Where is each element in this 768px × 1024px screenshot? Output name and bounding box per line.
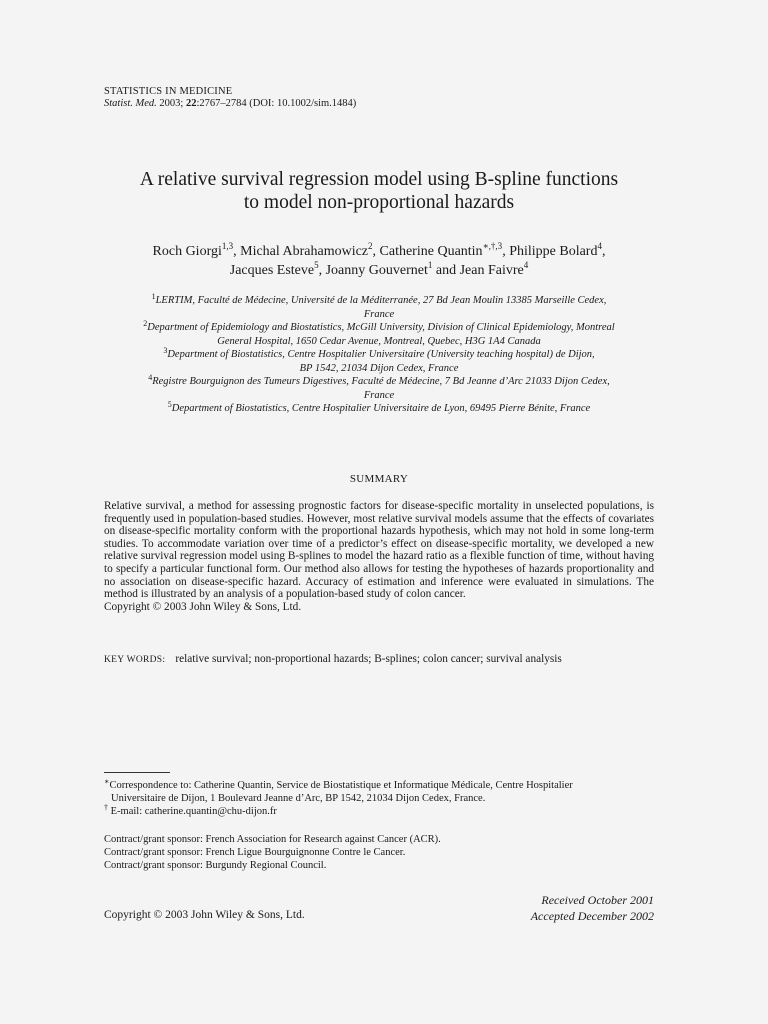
affiliation — [104, 294, 654, 321]
affiliation-num: 2 — [143, 319, 148, 328]
affiliation — [104, 402, 654, 416]
journal-pages-doi: :2767–2784 (DOI: 10.1002/sim.1484) — [196, 98, 357, 109]
author-sep: , — [502, 244, 510, 259]
footnote-symbol: ∗ — [104, 777, 110, 786]
author-name: Catherine Quantin — [379, 244, 483, 259]
author-name: Jacques Esteve — [229, 263, 315, 278]
affiliation-text: France — [363, 389, 395, 401]
affiliation-text: LERTIM, Faculté de Médecine, Université de la Méditerranée, 27 Bd Jean Moulin 13385 Marseille Cedex, — [155, 295, 607, 306]
author-name: Michal Abrahamowicz — [240, 244, 369, 259]
affiliation-num: 5 — [167, 400, 172, 409]
author-name: Roch Giorgi — [152, 244, 222, 259]
correspondence-text: Correspondence to: Catherine Quantin, Service de Biostatistique et Informatique Médicale, Centre Hospitalier — [109, 780, 573, 791]
sponsor-line: Contract/grant sponsor: Burgundy Regional Council. — [104, 860, 327, 871]
title-line: to model non-proportional hazards — [243, 192, 515, 213]
author-sep: , — [372, 244, 380, 259]
correspondence-text-cont: Universitaire de Dijon, 1 Boulevard Jeanne d’Arc, BP 1542, 21034 Dijon Cedex, France. — [111, 793, 486, 804]
email-note — [104, 805, 654, 818]
sponsor-line: Contract/grant sponsor: French Association for Research against Cancer (ACR). — [104, 834, 441, 845]
author-affil-sup: 4 — [523, 260, 529, 270]
author — [459, 260, 529, 278]
correspondence-note — [104, 779, 654, 792]
affiliation — [104, 348, 654, 375]
author-name: Joanny Gouvernet — [325, 263, 428, 278]
accepted-date: Accepted December 2002 — [530, 908, 654, 923]
affiliation-num: 4 — [148, 373, 153, 382]
author — [152, 241, 241, 259]
journal-abbrev: Statist. Med. — [104, 98, 157, 109]
footnote-symbol: † — [104, 803, 108, 812]
footnotes — [104, 779, 654, 818]
sponsor-line: Contract/grant sponsor: French Ligue Bourguignonne Contre le Cancer. — [104, 847, 406, 858]
affiliation-text: Registre Bourguignon des Tumeurs Digestives, Faculté de Médecine, 7 Bd Jeanne d’Arc 21033 Dijon Cedex, — [152, 376, 610, 387]
author-sep: , — [233, 244, 241, 259]
affiliation-text: General Hospital, 1650 Cedar Avenue, Montreal, Quebec, H3G 1A4 Canada — [217, 335, 541, 347]
author-affil-sup: 1,3 — [221, 241, 234, 251]
author-sep: , — [601, 244, 606, 259]
abstract-copyright: Copyright © 2003 John Wiley & Sons, Ltd. — [104, 600, 302, 613]
journal-citation — [104, 98, 356, 110]
summary-heading: SUMMARY — [349, 473, 409, 485]
affiliation — [104, 321, 654, 348]
author — [240, 241, 380, 259]
affiliation-num: 3 — [163, 346, 168, 355]
author-name: Philippe Bolard — [509, 244, 598, 259]
sponsor-list — [104, 833, 654, 872]
affiliation-num: 1 — [151, 292, 156, 301]
footnote-divider — [104, 772, 170, 773]
keywords-text: relative survival; non-proportional hazards; B-splines; colon cancer; survival analysis — [175, 653, 562, 665]
keywords-label: KEY WORDS: — [104, 655, 166, 665]
journal-name: STATISTICS IN MEDICINE — [104, 86, 233, 97]
journal-year: 2003; — [159, 98, 184, 109]
abstract-text: Relative survival, a method for assessing prognostic factors for disease-specific mortality in unselected populations, is frequently used in population-based studies. However, most relative survival models assume that the effects of covariates on disease-specific mortality conform with the proportional hazards hypothesis, which may not hold in some long-term studies. To accommodate variation over time of a predictor’s effect on disease-specific mortality, we developed a new relative survival regression model using B-splines to model the hazard ratio as a flexible function of time, without having to specify a particular functional form. Our method also allows for testing the hypotheses of hazards proportionality and no association on disease-specific hazard. Accuracy of estimation and inference were evaluated in simulations. The method is illustrated by an analysis of a population-based study of colon cancer. — [104, 500, 654, 601]
keywords — [104, 653, 664, 667]
author-list — [104, 242, 654, 280]
title-line: A relative survival regression model using B-spline functions — [139, 169, 619, 190]
author-affil-sup: 5 — [314, 260, 319, 270]
author-name: Jean Faivre — [459, 263, 524, 278]
affiliation-text: Department of Biostatistics, Centre Hospitalier Universitaire (University teaching hospital) de Dijon, — [167, 349, 595, 360]
journal-volume: 22 — [185, 98, 197, 109]
author — [229, 260, 326, 278]
author — [509, 241, 606, 259]
paper-title — [104, 168, 654, 214]
author-sep: , — [318, 263, 326, 278]
journal-header — [104, 86, 356, 110]
affiliation-text: Department of Biostatistics, Centre Hospitalier Universitaire de Lyon, 69495 Pierre Bénite, France — [171, 403, 591, 414]
author-affil-sup: 1 — [427, 260, 433, 270]
received-dates — [354, 893, 654, 924]
abstract — [104, 500, 654, 613]
footer-copyright: Copyright © 2003 John Wiley & Sons, Ltd. — [104, 909, 305, 921]
affiliation — [104, 375, 654, 402]
email-text: E-mail: catherine.quantin@chu-dijon.fr — [110, 806, 277, 817]
author — [379, 241, 510, 259]
author-affil-sup: 4 — [597, 241, 602, 251]
affiliation-list — [104, 294, 654, 416]
affiliation-text: France — [363, 308, 395, 320]
received-date: Received October 2001 — [541, 893, 654, 907]
paper-page — [104, 0, 654, 1024]
author — [325, 260, 460, 278]
author-sep: and — [432, 263, 460, 278]
author-affil-sup: 2 — [368, 241, 373, 251]
author-affil-sup: ∗,†,3 — [482, 241, 503, 251]
affiliation-text: BP 1542, 21034 Dijon Cedex, France — [299, 362, 459, 374]
affiliation-text: Department of Epidemiology and Biostatistics, McGill University, Division of Clinical Epidemiology, Montreal — [147, 322, 615, 333]
